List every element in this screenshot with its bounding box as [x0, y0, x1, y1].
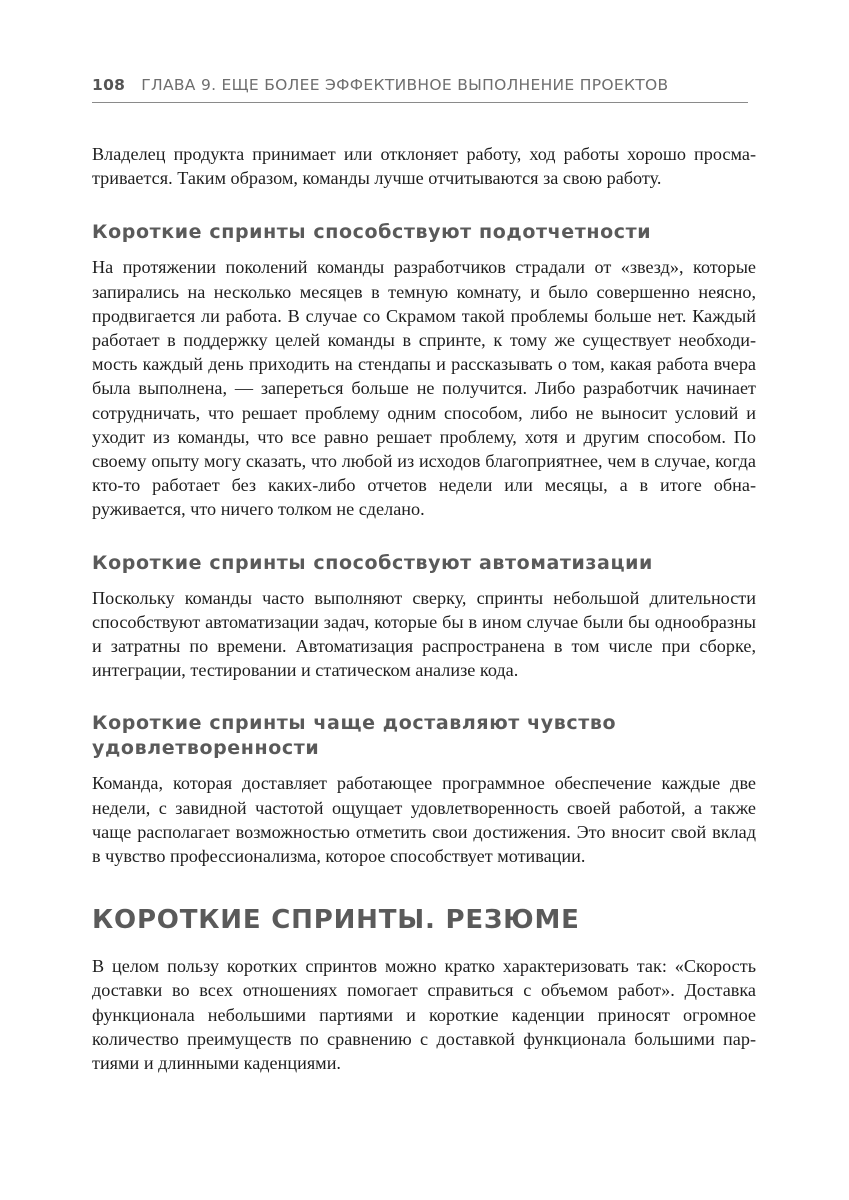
- intro-paragraph: Владелец продукта принимает или отклоняет работу, ход работы хорошо просматривается. Таким образом, команды лучше отчитываются за свою работу.: [92, 144, 756, 189]
- paragraph-automation: Поскольку команды часто выполняют сверку, спринты небольшой длительности способствуют автоматизации задач, которые бы в ином случае были бы однообразны и затратны по времени. Автоматизация распространена в том числе при сборке, интеграции, тестировании и статическом анализе кода.: [92, 587, 756, 681]
- subheading-accountability: Короткие спринты способствуют подотчетности: [92, 221, 652, 244]
- paragraph-accountability: На протяжении поколений команды разработчиков страдали от «звезд», которые запирались на несколько месяцев в темную комнату, и было совершенно неясно, продвигается ли работа. В случае со Скрамом такой проблемы больше нет. Каждый работает в поддержку целей команды в спринте, к тому же существует необходимость каждый день приходить на стендапы и рассказывать о том, какая работа вчера была выполнена, — запереться больше не получится. Либо разработчик начинает сотрудничать, что решает проблему одним способом, либо не выносит условий и уходит из команды, что все равно решает проблему, хотя и другим способом. По своему опыту могу сказать, что любой из исходов благоприятнее, чем в случае, когда кто-то работает без каких-либо отчетов недели или месяцы, а в итоге обнаруживается, что ничего толком не сделано.: [92, 257, 756, 520]
- paragraph-summary: В целом пользу коротких спринтов можно кратко характеризовать так: «Скорость доставки во всех отношениях помогает справиться с объемом работ». Доставка функционала небольшими партиями и короткие каденции приносят огромное количество преимуществ по сравнению с доставкой функционала большими партиями и длинными каденциями.: [92, 956, 756, 1074]
- running-header: [92, 76, 748, 103]
- chapter-title: ГЛАВА 9. ЕЩЕ БОЛЕЕ ЭФФЕКТИВНОЕ ВЫПОЛНЕНИЕ ПРОЕКТОВ: [141, 76, 669, 94]
- page-number: 108: [92, 76, 126, 94]
- paragraph-satisfaction: Команда, которая доставляет работающее программное обеспечение каждые две недели, с завидной частотой ощущает удовлетворенность своей работой, а также чаще располагает возможностью отметить свои достижения. Это вносит свой вклад в чувство профессионализма, которое способствует мотивации.: [92, 773, 756, 867]
- page-content: [92, 142, 756, 1075]
- section-title-summary: КОРОТКИЕ СПРИНТЫ. РЕЗЮМЕ: [92, 905, 580, 936]
- subheading-automation: Короткие спринты способствуют автоматизации: [92, 551, 653, 574]
- subheading-satisfaction: Короткие спринты чаще доставляют чувство удовлетворенности: [92, 712, 617, 760]
